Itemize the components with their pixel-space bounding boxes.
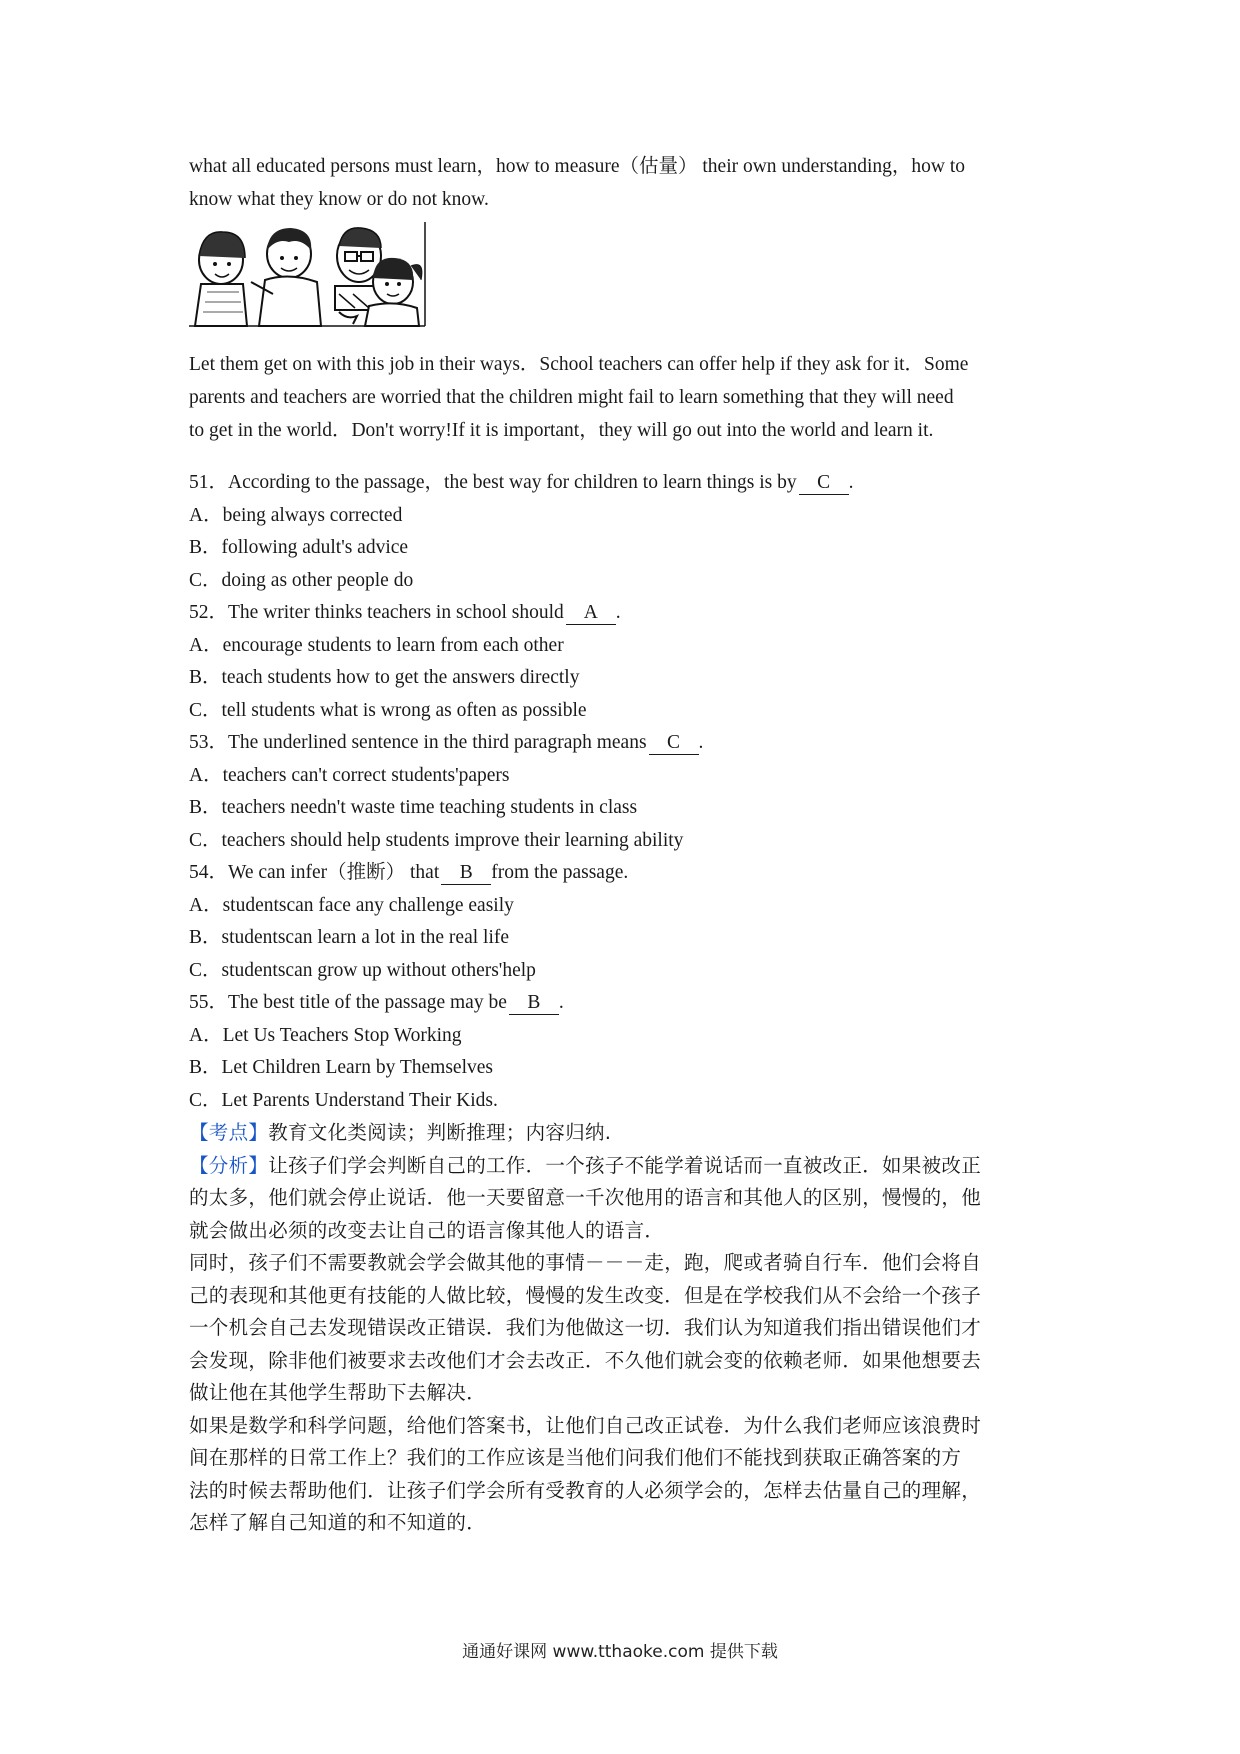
question-list [189, 467, 1059, 1117]
cartoon-children-teacher-image [189, 220, 449, 330]
option-b: B．teachers needn't waste time teaching students in class [189, 797, 638, 818]
analysis-line: 如果是数学和科学问题，给他们答案书，让他们自己改正试卷．为什么我们老师应该浪费时 [189, 1413, 982, 1437]
passage-line: parents and teachers are worried that the children might fail to learn something that they will need [189, 387, 954, 408]
option-b: B．teach students how to get the answers directly [189, 667, 580, 688]
question-54 [189, 857, 1059, 987]
analysis-line: 做让他在其他学生帮助下去解决． [189, 1381, 487, 1404]
option-a: A．encourage students to learn from each other [189, 634, 564, 656]
answer-blank: B [441, 862, 491, 885]
passage-intro-line-1: what all educated persons must learn，how to measure（估量） their own understanding，how to [189, 156, 966, 177]
option-c: C．Let Parents Understand Their Kids. [189, 1089, 498, 1111]
kaodian-tag: 【考点】 [189, 1121, 269, 1144]
question-stem: 53．The underlined sentence in the third paragraph means [189, 732, 647, 753]
fenxi-tag: 【分析】 [189, 1153, 269, 1177]
option-a: A．studentscan face any challenge easily [189, 894, 514, 916]
kaodian-line [189, 1117, 1059, 1150]
analysis-line: 一个机会自己去发现错误改正错误．我们为他做这一切．我们认为知道我们指出错误他们才 [189, 1316, 982, 1339]
cartoon-illustration [189, 220, 449, 330]
question-55: 55．The best title of the passage may be B . A．Let Us Teachers Stop Working B．Let Children Learn by Themselves C．Let Parents Understand Their Kids. [189, 987, 1059, 1117]
analysis-line: 的太多，他们就会停止说话．他一天要留意一千次他用的语言和其他人的区别，慢慢的，他 [189, 1186, 982, 1209]
page-footer: 通通好课网 www.tthaoke.com 提供下载 [462, 1642, 778, 1662]
question-53: 53．The underlined sentence in the third paragraph means C . A．teachers can't correct students'papers B．teachers needn't waste time teaching students in class C．teachers should help students improve their learning ability [189, 727, 1059, 857]
passage-intro-line-2: know what they know or do not know. [189, 189, 489, 210]
option-b: B．following adult's advice [189, 537, 409, 558]
answer-blank: C [799, 472, 849, 495]
question-52: 52．The writer thinks teachers in school should A . A．encourage students to learn from each other B．teach students how to get the answers directly C．tell students what is wrong as often as possible [189, 597, 1059, 727]
passage-paragraph [189, 348, 1059, 447]
fenxi-line [189, 1150, 1059, 1183]
analysis-line: 己的表现和其他更有技能的人做比较，慢慢的发生改变．但是在学校我们从不会给一个孩子 [189, 1283, 982, 1307]
answer-blank: B [509, 992, 559, 1015]
analysis-section [189, 1117, 1059, 1540]
fenxi-text: 让孩子们学会判断自己的工作．一个孩子不能学着说话而一直被改正．如果被改正 [268, 1153, 982, 1177]
analysis-line: 法的时候去帮助他们．让孩子们学会所有受教育的人必须学会的，怎样去估量自己的理解， [189, 1478, 982, 1502]
option-c: C．studentscan grow up without others'help [189, 959, 536, 981]
option-b: B．studentscan learn a lot in the real life [189, 927, 510, 948]
question-stem: 51．According to the passage，the best way for children to learn things is by [189, 472, 797, 493]
option-a: A．being always corrected [189, 504, 403, 526]
answer-blank: A [566, 602, 616, 625]
analysis-line: 同时，孩子们不需要教就会学会做其他的事情－－－走，跑，爬或者骑自行车．他们会将自 [189, 1251, 982, 1274]
analysis-line: 怎样了解自己知道的和不知道的． [189, 1511, 487, 1534]
option-c: C．teachers should help students improve their learning ability [189, 829, 684, 851]
question-stem: 52．The writer thinks teachers in school should [189, 602, 564, 623]
kaodian-text: 教育文化类阅读；判断推理；内容归纳. [268, 1121, 612, 1144]
analysis-line: 会发现，除非他们被要求去改他们才会去改正．不久他们就会变的依赖老师．如果他想要去 [189, 1348, 982, 1372]
option-b: B．Let Children Learn by Themselves [189, 1057, 493, 1078]
question-stem: 54．We can infer（推断） that [189, 862, 440, 883]
document-page [189, 150, 1059, 1540]
option-a: A．teachers can't correct students'papers [189, 764, 510, 786]
question-stem-end: from the passage. [491, 862, 629, 883]
option-c: C．doing as other people do [189, 569, 414, 591]
analysis-line: 间在那样的日常工作上？我们的工作应该是当他们问我们他们不能找到获取正确答案的方 [189, 1446, 962, 1469]
question-51: 51．According to the passage，the best way for children to learn things is by C . A．being always corrected B．following adult's advice C．doing as other people do [189, 467, 1059, 597]
analysis-line: 就会做出必须的改变去让自己的语言像其他人的语言． [189, 1218, 665, 1242]
answer-blank: C [649, 732, 699, 755]
passage-line: to get in the world．Don't worry!If it is important，they will go out into the world and learn it. [189, 420, 934, 441]
option-a: A．Let Us Teachers Stop Working [189, 1024, 462, 1046]
option-c: C．tell students what is wrong as often as possible [189, 699, 587, 721]
passage-line: Let them get on with this job in their ways．School teachers can offer help if they ask for it．Some [189, 354, 969, 375]
question-stem: 55．The best title of the passage may be [189, 992, 507, 1013]
